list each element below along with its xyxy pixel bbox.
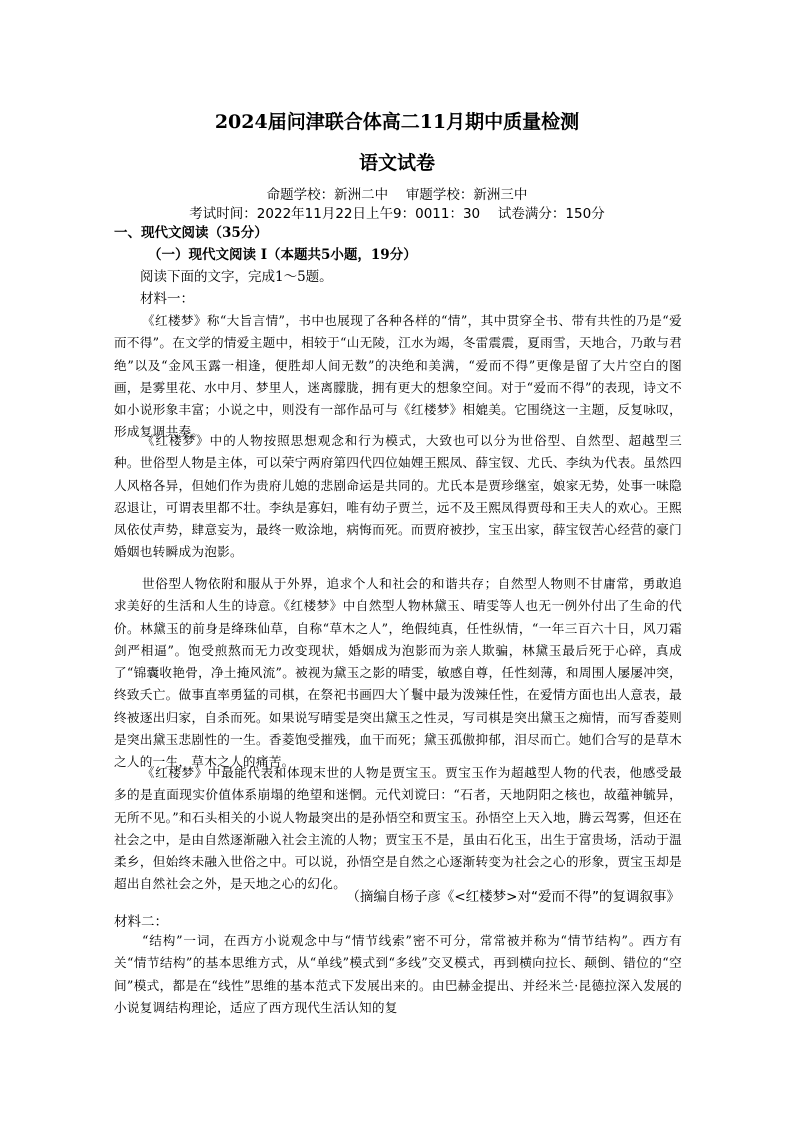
material-one-paragraph-3: 世俗型人物依附和服从于外界，追求个人和社会的和谐共存；自然型人物则不甘庸常，勇敢追求美好的生活和人生的诗意。《红楼梦》中自然型人物林黛玉、晴雯等人也无一例外付出了生命的代价。林黛玉的前身是绛珠仙草，自称“草木之人”，绝假纯真，任性纵情，“一年三百六十日，风刀霜剑严相逼”。饱受煎熬而无力改变现状，婚姻成为泡影而为亲人欺骗，林黛玉最后死于心碎，真成了“锦囊收艳骨，净土掩风流”。被视为黛玉之影的晴雯，敏感自尊，任性刻薄，和周围人屡屡冲突，终致夭亡。做事直率勇猛的司棋，在祭祀书画四大丫鬟中最为泼辣任性，在爱情方面也出人意表，最终被逐出归家，自杀而死。如果说写晴雯是突出黛玉之性灵，写司棋是突出黛玉之痴情，而写香菱则是突出黛玉悲剧性的一生。香菱饱受摧残，血干而死；黛玉孤傲抑郁，泪尽而亡。她们合写的是草木之人的一生，草木之人的痛苦。 bbox=[114, 576, 682, 770]
material-one-label: 材料一： bbox=[140, 291, 194, 307]
material-two-label: 材料二： bbox=[114, 914, 168, 930]
section-heading: 一、现代文阅读（35分） bbox=[114, 225, 268, 241]
reading-instruction: 阅读下面的文字，完成1～5题。 bbox=[140, 269, 333, 285]
material-two-paragraph-1: “结构”一词，在西方小说观念中与“情节线索”密不可分，常常被并称为“情节结构”。西方有关“情节结构”的基本思维方式，从“单线”模式到“多线”交叉模式，再到横向拉长、颠倒、错位的“空间”模式，都是在“线性”思维的基本范式下发展出来的。由巴赫金提出、并经米兰·昆德拉深入发展的小说复调结构理论，适应了西方现代生活认知的复 bbox=[114, 933, 682, 1015]
exam-title: 2024届问津联合体高二11月期中质量检测 bbox=[214, 111, 580, 133]
setter-schools: 命题学校：新洲二中 审题学校：新洲三中 bbox=[266, 187, 528, 203]
exam-subtitle: 语文试卷 bbox=[358, 152, 435, 174]
material-one-source: （摘编自杨子彦《<红楼梦>对“爱而不得”的复调叙事》 bbox=[346, 889, 680, 905]
material-one-paragraph-4: 《红楼梦》中最能代表和体现末世的人物是贾宝玉。贾宝玉作为超越型人物的代表，他感受最多的是直面现实价值体系崩塌的绝望和迷惘。元代刘谠曰：“石者，天地阴阳之核也，故蕴神毓异，无所不见。”和石头相关的小说人物最突出的是孙悟空和贾宝玉。孙悟空上天入地，腾云驾雾，但还在社会之中，是由自然逐渐融入社会主流的人物；贾宝玉不是，虽由石化玉，出生于富贵场，活动于温柔乡，但始终未融入世俗之中。可以说，孙悟空是自然之心逐渐转变为社会之心的形象，贾宝玉却是超出自然社会之外，是天地之心的幻化。 bbox=[114, 765, 682, 892]
material-one-paragraph-1: 《红楼梦》称“大旨言情”，书中也展现了各种各样的“情”，其中贯穿全书、带有共性的乃是“爱而不得”。在文学的情爱主题中，相较于“山无陵，江水为竭，冬雷震震，夏雨雪，天地合，乃敢与君绝”以及“金风玉露一相逢，便胜却人间无数”的决绝和美满，“爱而不得”更像是留了大片空白的图画，是雾里花、水中月、梦里人，迷离朦胧，拥有更大的想象空间。对于“爱而不得”的表现，诗文不如小说形象丰富；小说之中，则没有一部作品可与《红楼梦》相媲美。它围绕这一主题，反复咏叹，形成复调共奏。 bbox=[114, 313, 682, 440]
subsection-heading: （一）现代文阅读 I（本题共5小题，19分） bbox=[148, 247, 417, 263]
exam-info: 考试时间：2022年11月22日上午9：0011：30 试卷满分：150分 bbox=[189, 206, 605, 222]
material-one-paragraph-2: 《红楼梦》中的人物按照思想观念和行为模式，大致也可以分为世俗型、自然型、超越型三种。世俗型人物是主体，可以荣宁两府第四代四位妯娌王熙凤、薛宝钗、尤氏、李纨为代表。虽然四人风格各异，但她们作为贵府儿媳的悲剧命运是共同的。尤氏本是贾珍继室，娘家无势，处事一味隐忍退让，可谓表里都不壮。李纨是寡妇，唯有幼子贾兰，远不及王熙凤得贾母和王夫人的欢心。王熙凤依仗声势，肆意妄为，最终一败涂地，病悔而死。而贾府被抄，宝玉出家，薛宝钗苦心经营的豪门婚姻也转瞬成为泡影。 bbox=[114, 433, 682, 560]
